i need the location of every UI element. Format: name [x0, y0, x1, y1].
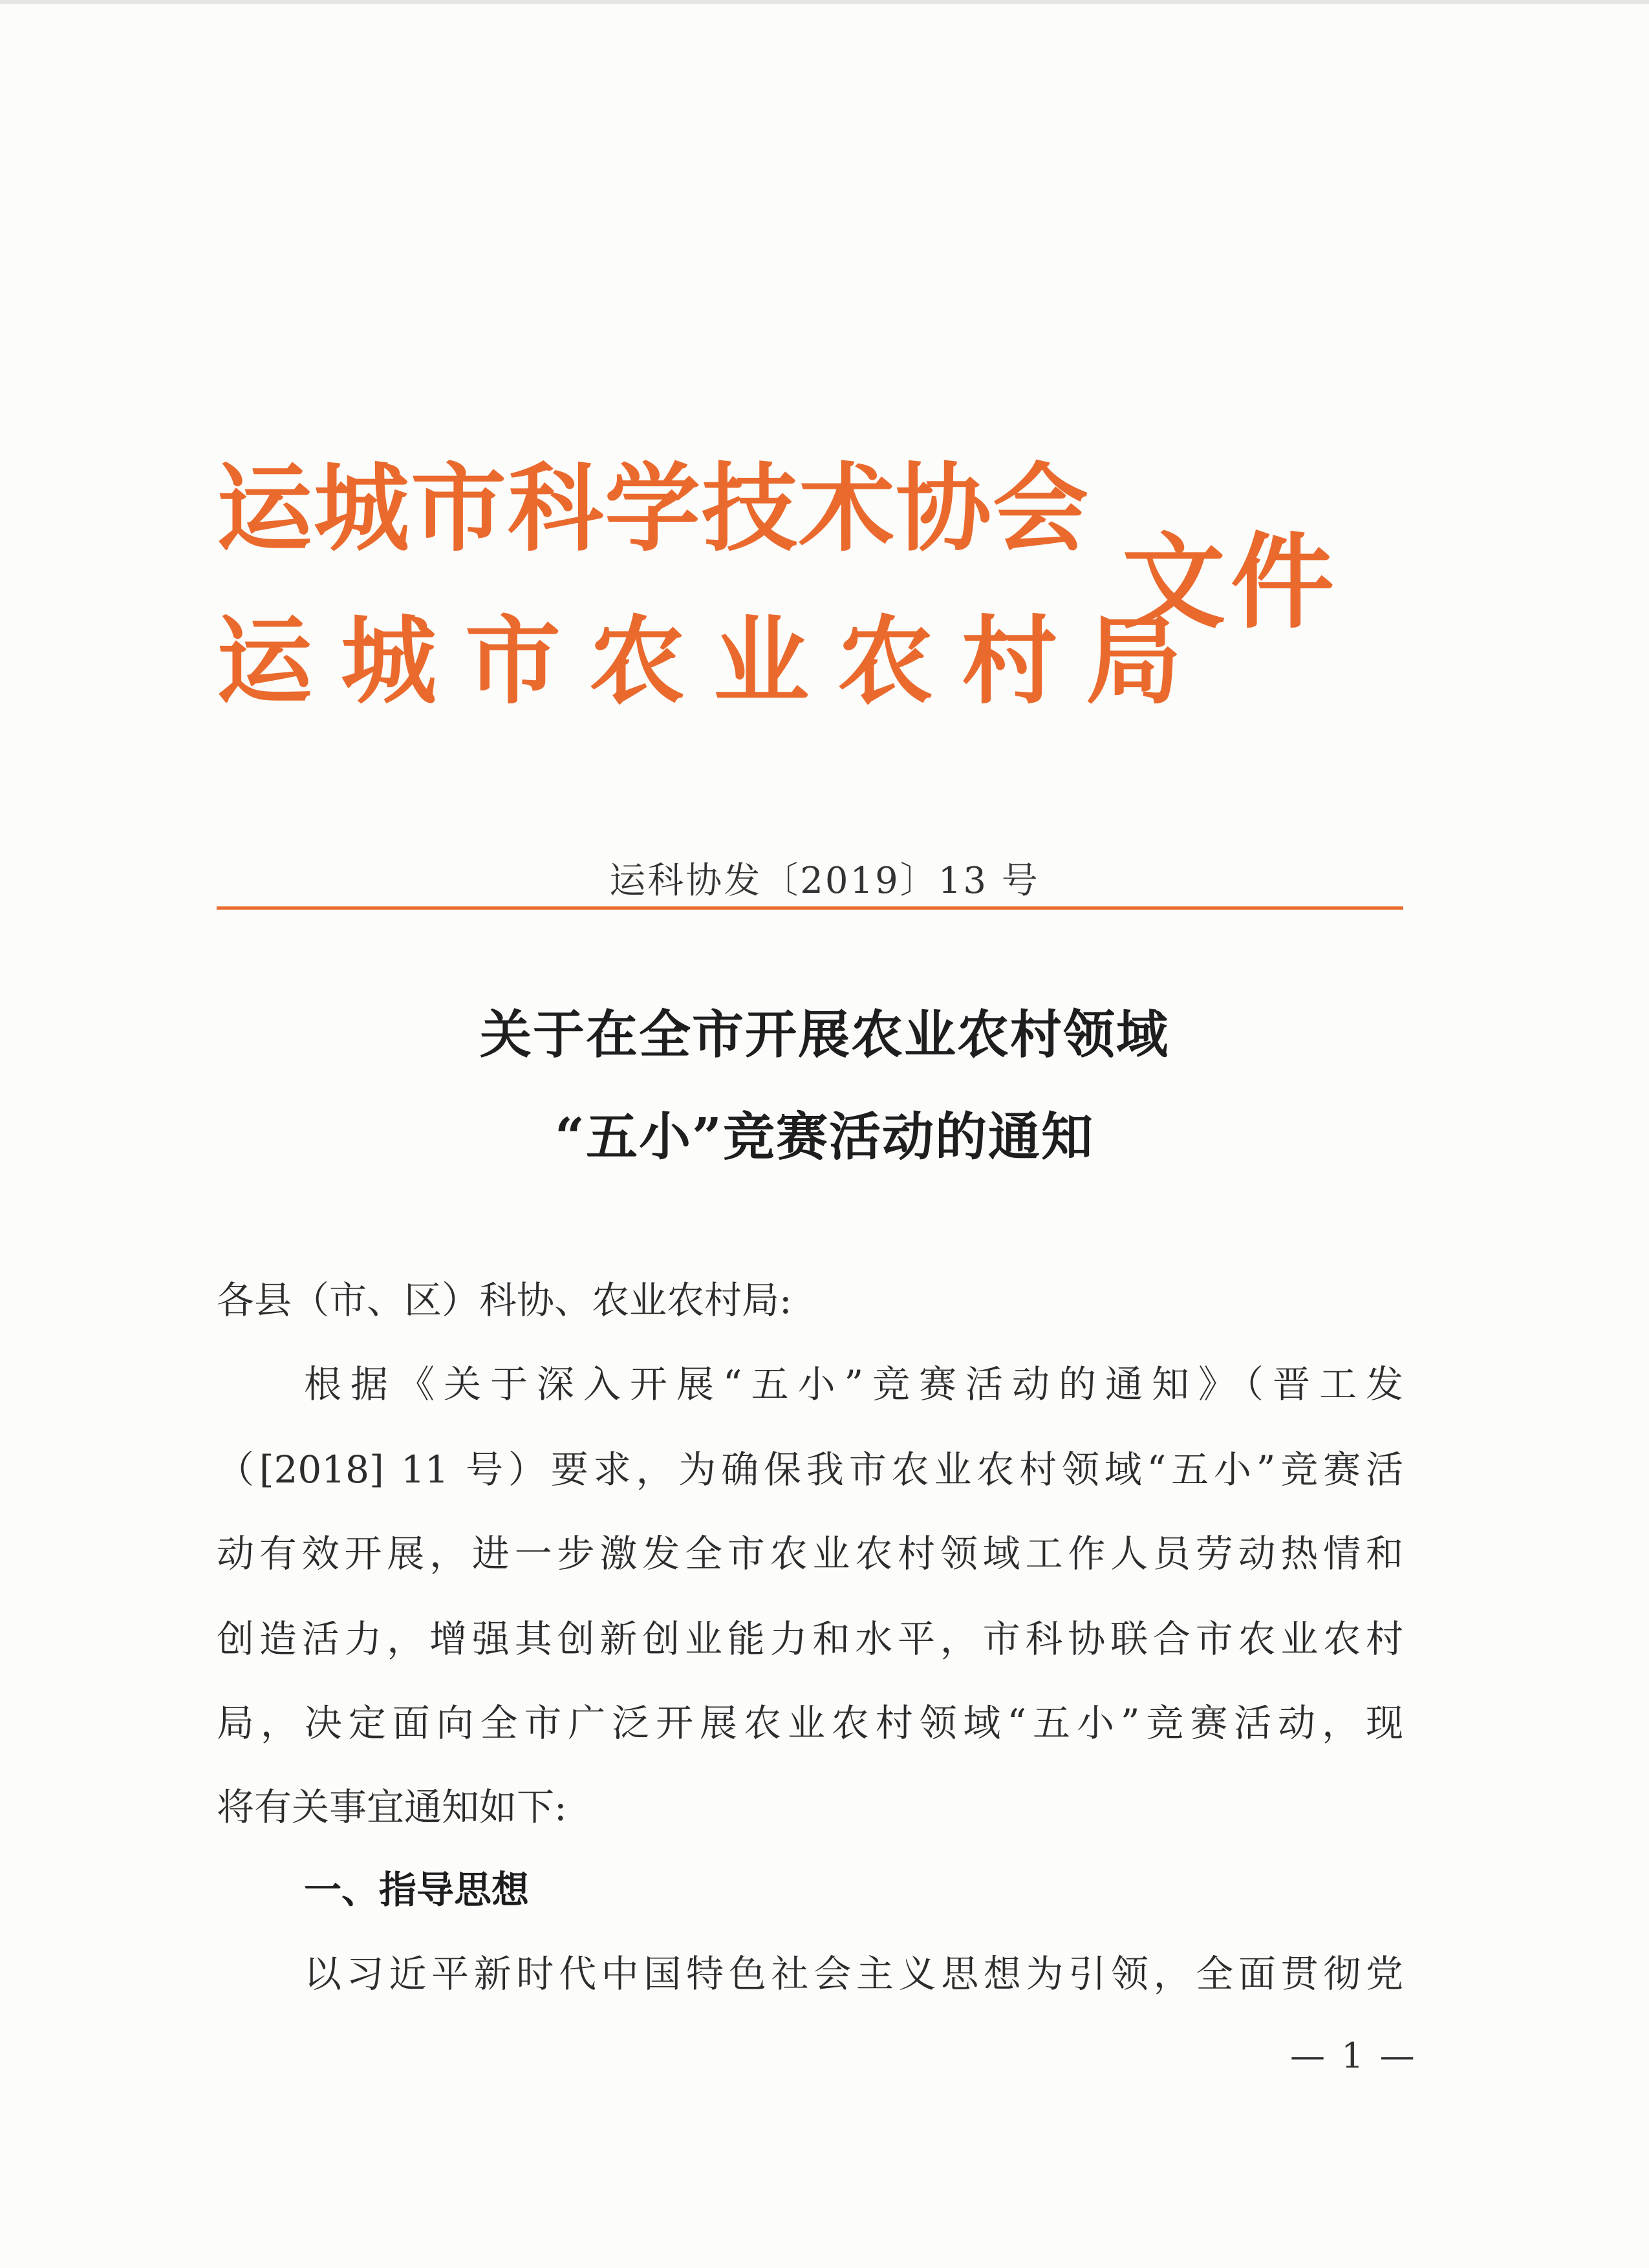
- document-title-line-1: 关于在全市开展农业农村领域: [480, 1004, 1169, 1065]
- section-heading: 一、指导思想: [304, 1868, 530, 1912]
- paragraph-line: 将有关事宜通知如下:: [217, 1785, 567, 1829]
- paragraph-line: 局，决定面向全市广泛开展农业农村领域“五小”竞赛活动，现: [217, 1701, 1403, 1745]
- salutation: 各县（市、区）科协、农业农村局:: [217, 1278, 792, 1322]
- section-paragraph-line: 以习近平新时代中国特色社会主义思想为引领，全面贯彻党: [304, 1952, 1403, 1996]
- paragraph-line: 创造活力，增强其创新创业能力和水平，市科协联合市农业农村: [217, 1617, 1403, 1661]
- scan-edge: [0, 0, 1649, 4]
- issuer-org-1: 运城市科学技术协会: [217, 452, 1090, 564]
- paragraph-line: 根据《关于深入开展“五小”竞赛活动的通知》（晋工发: [304, 1362, 1403, 1406]
- page-number: — 1 —: [1290, 2035, 1417, 2076]
- issuer-org-2: 运城市农业农村局: [217, 604, 1210, 717]
- document-type-label: 文件: [1122, 521, 1340, 643]
- document-title-line-2: “五小”竞赛活动的通知: [554, 1106, 1095, 1167]
- paragraph-line: （[2018] 11 号）要求，为确保我市农业农村领域“五小”竞赛活: [217, 1448, 1403, 1492]
- paragraph-line: 动有效开展，进一步激发全市农业农村领域工作人员劳动热情和: [217, 1532, 1403, 1576]
- document-number: 运科协发〔2019〕13 号: [609, 860, 1040, 902]
- header-divider-line: [217, 906, 1403, 910]
